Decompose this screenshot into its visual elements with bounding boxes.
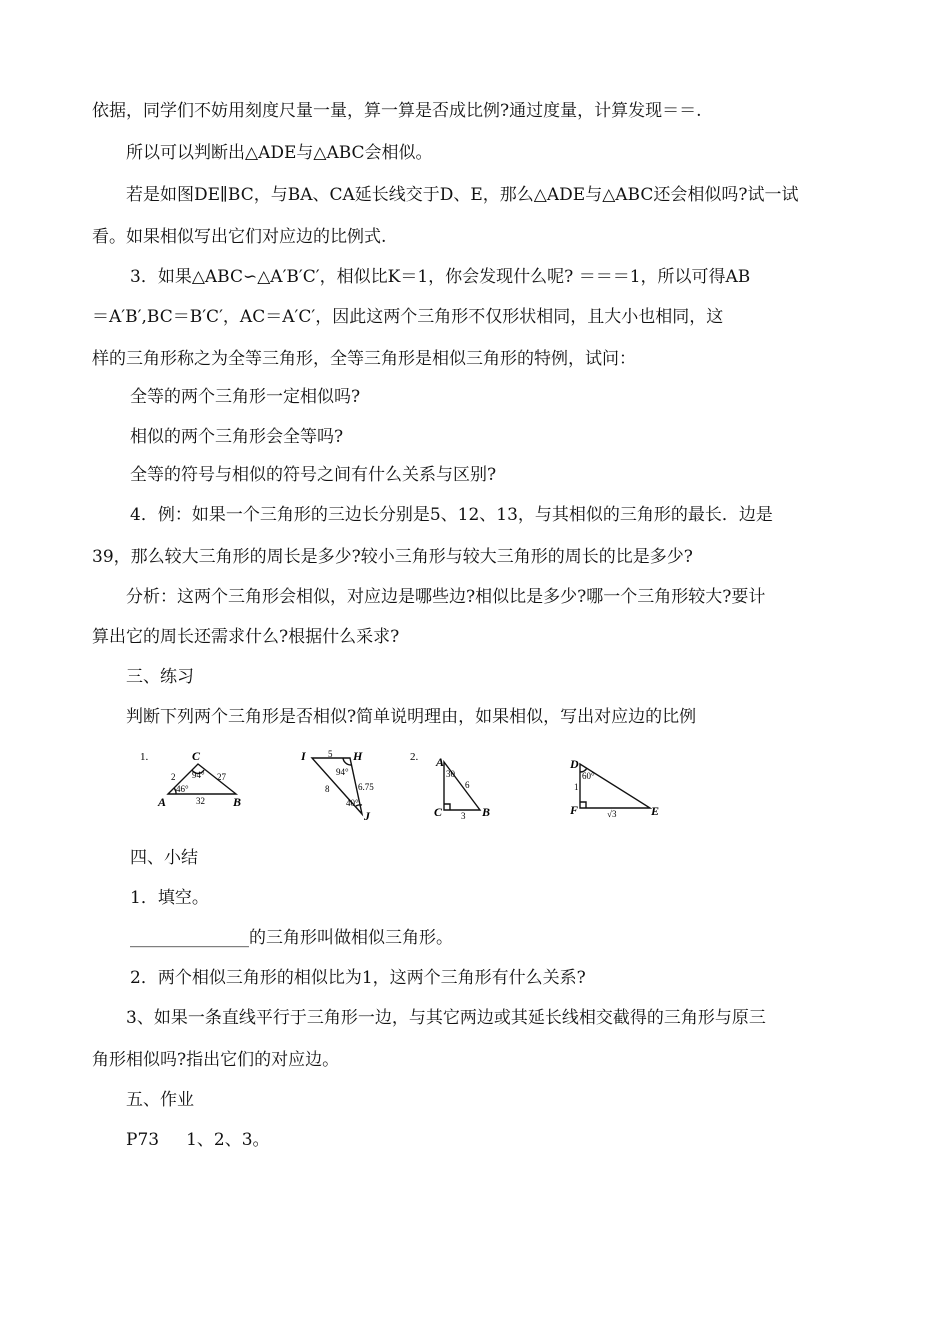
text-line: 全等的两个三角形一定相似吗? bbox=[130, 387, 361, 407]
svg-text:A: A bbox=[158, 795, 167, 809]
text-line: 看。如果相似写出它们对应边的比例式. bbox=[92, 227, 387, 247]
homework-line: P73 1、2、3。 bbox=[126, 1130, 270, 1150]
svg-text:94°: 94° bbox=[336, 767, 349, 777]
svg-text:60°: 60° bbox=[582, 771, 595, 781]
text-line: 1．填空。 bbox=[130, 888, 209, 908]
svg-text:C: C bbox=[434, 805, 443, 819]
text-line: 4．例：如果一个三角形的三边长分别是5、12、13，与其相似的三角形的最长．边是 bbox=[130, 505, 773, 525]
svg-text:94°: 94° bbox=[192, 770, 205, 780]
svg-text:J: J bbox=[364, 809, 370, 823]
svg-text:C: C bbox=[192, 749, 201, 763]
text-line: ＝A′B′,BC＝B′C′，AC＝A′C′，因此这两个三角形不仅形状相同，且大小也相同，这 bbox=[92, 307, 724, 327]
text-line: 2．两个相似三角形的相似比为1，这两个三角形有什么关系? bbox=[130, 968, 586, 988]
text-line: 算出它的周长还需求什么?根据什么采求? bbox=[92, 627, 400, 647]
svg-text:32: 32 bbox=[196, 796, 205, 806]
text-line: 所以可以判断出△ADE与△ABC会相似。 bbox=[126, 143, 433, 163]
section-heading: 四、小结 bbox=[130, 848, 198, 868]
figure-1-number: 1. bbox=[140, 751, 149, 763]
text-line: 判断下列两个三角形是否相似?简单说明理由，如果相似，写出对应边的比例 bbox=[126, 707, 697, 727]
text-line: 角形相似吗?指出它们的对应边。 bbox=[92, 1050, 340, 1070]
svg-text:6: 6 bbox=[465, 780, 470, 790]
fill-in-blank-line: ______________的三角形叫做相似三角形。 bbox=[130, 928, 453, 948]
svg-text:F: F bbox=[570, 803, 579, 817]
text-line: 分析：这两个三角形会相似，对应边是哪些边?相似比是多少?哪一个三角形较大?要计 bbox=[126, 587, 766, 607]
svg-text:E: E bbox=[651, 804, 660, 818]
svg-text:A: A bbox=[436, 755, 445, 769]
svg-text:8: 8 bbox=[325, 784, 330, 794]
text-line: 若是如图DE∥BC，与BA、CA延长线交于D、E，那么△ADE与△ABC还会相似吗?试一试 bbox=[126, 185, 799, 205]
svg-text:30: 30 bbox=[446, 769, 455, 779]
svg-text:√3: √3 bbox=[607, 809, 617, 819]
svg-text:5: 5 bbox=[328, 749, 333, 759]
svg-text:H: H bbox=[353, 749, 363, 763]
svg-text:1: 1 bbox=[574, 782, 579, 792]
section-heading: 三、练习 bbox=[126, 667, 194, 687]
svg-text:3: 3 bbox=[461, 811, 466, 821]
text-line: 3、如果一条直线平行于三角形一边，与其它两边或其延长线相交截得的三角形与原三 bbox=[126, 1008, 766, 1028]
svg-text:I: I bbox=[301, 749, 306, 763]
section-heading: 五、作业 bbox=[126, 1090, 194, 1110]
svg-text:B: B bbox=[482, 805, 491, 819]
triangle-figures bbox=[140, 748, 680, 828]
svg-text:D: D bbox=[570, 757, 579, 771]
svg-text:40°: 40° bbox=[346, 798, 359, 808]
text-line: 39，那么较大三角形的周长是多少?较小三角形与较大三角形的周长的比是多少? bbox=[92, 547, 693, 567]
svg-text:46°: 46° bbox=[176, 784, 189, 794]
figure-2-number: 2. bbox=[410, 751, 419, 763]
text-line: 3．如果△ABC∽△A′B′C′，相似比K＝1，你会发现什么呢? ＝＝＝1，所以可得AB bbox=[130, 267, 751, 287]
text-line: 依据，同学们不妨用刻度尺量一量，算一算是否成比例?通过度量，计算发现＝＝. bbox=[92, 101, 702, 121]
text-line: 样的三角形称之为全等三角形，全等三角形是相似三角形的特例，试问： bbox=[92, 349, 636, 369]
svg-text:2: 2 bbox=[171, 772, 176, 782]
text-line: 全等的符号与相似的符号之间有什么关系与区别? bbox=[130, 465, 497, 485]
text-line: 相似的两个三角形会全等吗? bbox=[130, 427, 344, 447]
svg-text:B: B bbox=[233, 795, 242, 809]
svg-text:27: 27 bbox=[217, 772, 226, 782]
svg-text:6.75: 6.75 bbox=[358, 782, 374, 792]
